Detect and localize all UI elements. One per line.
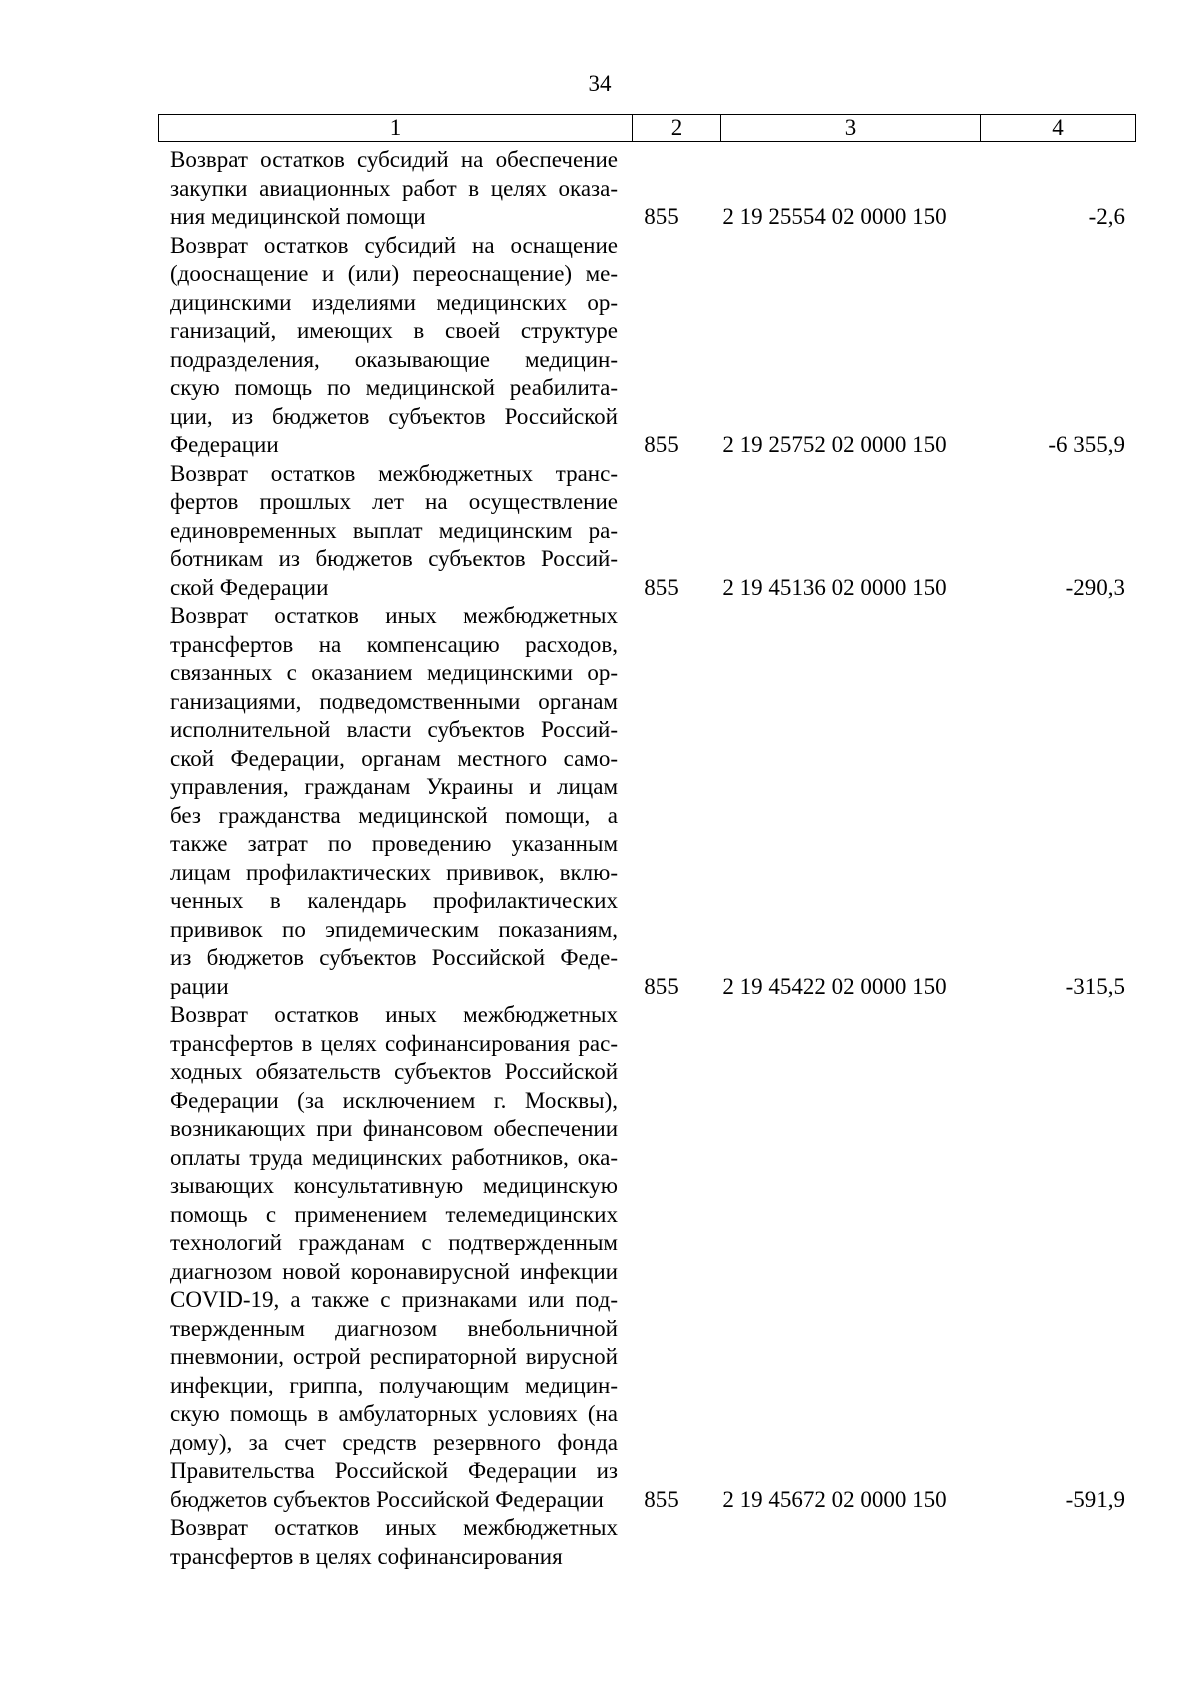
table-header — [158, 114, 1136, 142]
description-line: Возврат остатков иных межбюджетных — [170, 1002, 618, 1027]
description-line: трансфертов в целях софинансирования рас- — [170, 1030, 618, 1056]
description-line: инфекции, гриппа, получающим медицин- — [170, 1372, 618, 1398]
description-line: ботникам из бюджетов субъектов Россий- — [170, 546, 618, 571]
table-body — [158, 146, 1133, 1571]
description-line: из бюджетов субъектов Российской Феде- — [170, 945, 618, 970]
description-line: связанных с оказанием медицинскими ор- — [170, 660, 618, 685]
description-line: скую помощь в амбулаторных условиях (на — [170, 1401, 618, 1426]
description-line: трансфертов в целях софинансирования — [170, 1543, 563, 1569]
description-line: прививок по эпидемическим показаниям, — [170, 916, 618, 942]
description-line: дицинскими изделиями медицинских ор- — [170, 289, 618, 315]
description-line: также затрат по проведению указанным — [170, 831, 618, 856]
description-line: Возврат остатков иных межбюджетных — [170, 603, 618, 628]
row-description — [158, 1514, 618, 1571]
table-row — [158, 1514, 1133, 1571]
description-line: ции, из бюджетов субъектов Российской — [170, 403, 618, 429]
description-line: диагнозом новой коронавирусной инфекции — [170, 1258, 618, 1284]
description-line: Возврат остатков субсидий на обеспечение — [170, 147, 618, 172]
description-line: Возврат остатков иных межбюджетных — [170, 1515, 618, 1540]
description-line: без гражданства медицинской помощи, а — [170, 802, 618, 828]
description-line: закупки авиационных работ в целях оказа- — [170, 175, 618, 201]
row-gl: 855 — [644, 204, 679, 229]
table-row — [158, 602, 1133, 1001]
row-description — [158, 1001, 618, 1514]
description-line: технологий гражданам с подтвержденным — [170, 1230, 618, 1255]
description-line: (дооснащение и (или) переоснащение) ме- — [170, 261, 618, 286]
description-line: бюджетов субъектов Российской Федерации — [170, 1486, 604, 1512]
description-line: ченных в календарь профилактических — [170, 888, 618, 913]
row-amount: -2,6 — [1088, 204, 1125, 229]
header-col-1: 1 — [159, 115, 633, 142]
header-col-4: 4 — [981, 115, 1136, 142]
description-line: Возврат остатков субсидий на оснащение — [170, 232, 618, 258]
row-code: 2 19 45672 02 0000 150 — [722, 1486, 947, 1512]
description-line: подразделения, оказывающие медицин- — [170, 346, 618, 372]
description-line: исполнительной власти субъектов Россий- — [170, 717, 618, 742]
description-line: возникающих при финансовом обеспечении — [170, 1116, 618, 1141]
table-row — [158, 460, 1133, 603]
row-amount: -6 355,9 — [1048, 432, 1125, 457]
row-gl: 855 — [644, 574, 679, 600]
row-description — [158, 146, 618, 232]
row-code: 2 19 25752 02 0000 150 — [722, 432, 947, 457]
description-line: ходных обязательств субъектов Российской — [170, 1059, 618, 1084]
description-line: ния медицинской помощи — [170, 204, 426, 229]
description-line: трансфертов на компенсацию расходов, — [170, 631, 618, 657]
page-number: 34 — [588, 71, 612, 96]
row-description — [158, 232, 618, 460]
description-line: рации — [170, 973, 229, 999]
description-line: лицам профилактических прививок, вклю- — [170, 859, 618, 885]
header-col-3: 3 — [721, 115, 981, 142]
description-line: дому), за счет средств резервного фонда — [170, 1429, 618, 1455]
row-code: 2 19 45422 02 0000 150 — [722, 973, 947, 999]
table-row — [158, 1001, 1133, 1514]
row-gl: 855 — [644, 973, 679, 999]
description-line: ской Федерации — [170, 574, 329, 600]
description-line: управления, гражданам Украины и лицам — [170, 774, 618, 799]
row-amount: -591,9 — [1065, 1486, 1125, 1512]
row-description — [158, 602, 618, 1001]
description-line: ской Федерации, органам местного само- — [170, 745, 618, 771]
row-gl: 855 — [644, 1486, 679, 1512]
description-line: пневмонии, острой респираторной вирусной — [170, 1344, 618, 1369]
description-line: Федерации — [170, 432, 279, 457]
header-row — [159, 115, 1136, 142]
description-line: Правительства Российской Федерации из — [170, 1458, 618, 1483]
row-amount: -315,5 — [1065, 973, 1125, 999]
row-amount: -290,3 — [1065, 574, 1125, 600]
description-line: единовременных выплат медицинским ра- — [170, 517, 618, 543]
description-line: помощь с применением телемедицинских — [170, 1201, 618, 1227]
table-row — [158, 232, 1133, 460]
header-col-2: 2 — [633, 115, 721, 142]
description-line: COVID-19, а также с признаками или под- — [170, 1287, 618, 1312]
row-gl: 855 — [644, 432, 679, 457]
table-row — [158, 146, 1133, 232]
row-code: 2 19 25554 02 0000 150 — [722, 204, 947, 229]
description-line: твержденным диагнозом внебольничной — [170, 1315, 618, 1341]
description-line: ганизаций, имеющих в своей структуре — [170, 318, 618, 343]
description-line: Возврат остатков межбюджетных транс- — [170, 460, 618, 486]
description-line: ганизациями, подведомственными органам — [170, 688, 618, 714]
row-code: 2 19 45136 02 0000 150 — [722, 574, 947, 600]
description-line: Федерации (за исключением г. Москвы), — [170, 1087, 618, 1113]
description-line: фертов прошлых лет на осуществление — [170, 489, 618, 514]
row-description — [158, 460, 618, 603]
description-line: оплаты труда медицинских работников, ока- — [170, 1144, 618, 1170]
description-line: зывающих консультативную медицинскую — [170, 1173, 618, 1198]
description-line: скую помощь по медицинской реабилита- — [170, 375, 618, 400]
